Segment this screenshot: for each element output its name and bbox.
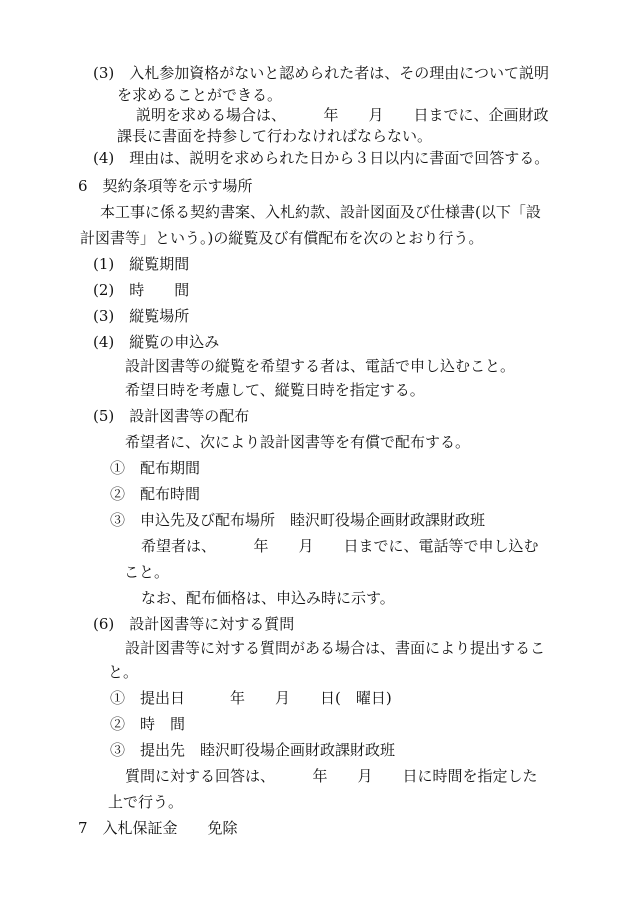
text-line: (3) 入札参加資格がないと認められた者は、その理由について説明 [93,64,549,82]
text-line: 上で行う。 [108,793,184,811]
text-line: こと。 [124,563,170,581]
section-heading: 6 契約条項等を示す場所 [78,177,253,195]
text-line: 希望者は、 年 月 日までに、電話等で申し込む [141,537,539,555]
list-item: (6) 設計図書等に対する質問 [93,615,295,633]
list-item: (4) 縦覧の申込み [93,333,220,351]
list-item: ③ 申込先及び配布場所 睦沢町役場企画財政課財政班 [110,511,486,529]
section-heading: 7 入札保証金 免除 [78,819,238,837]
list-item: ② 時 間 [110,715,186,733]
list-item: ① 提出日 年 月 日( 曜日) [110,689,392,707]
text-line: 設計図書等に対する質問がある場合は、書面により提出するこ [125,639,546,657]
text-line: 本工事に係る契約書案、入札約款、設計図面及び仕様書(以下「設 [100,203,541,221]
list-item: (1) 縦覧期間 [93,255,190,273]
text-line: 課長に書面を持参して行わなければならない。 [117,127,433,145]
text-line: 希望者に、次により設計図書等を有償で配布する。 [125,433,471,451]
list-item: ② 配布時間 [110,485,201,503]
text-line: 説明を求める場合は、 年 月 日までに、企画財政 [136,106,549,124]
text-line: なお、配布価格は、申込み時に示す。 [141,589,395,607]
text-line: を求めることができる。 [117,86,283,104]
text-line: 計図書等」という。)の縦覧及び有償配布を次のとおり行う。 [80,229,484,247]
text-line: 設計図書等の縦覧を希望する者は、電話で申し込むこと。 [125,357,516,375]
list-item: (5) 設計図書等の配布 [93,407,250,425]
list-item: (3) 縦覧場所 [93,307,190,325]
list-item: (2) 時 間 [93,281,190,299]
list-item: ① 配布期間 [110,459,201,477]
text-line: と。 [108,663,139,681]
list-item: ③ 提出先 睦沢町役場企画財政課財政班 [110,741,396,759]
text-line: 希望日時を考慮して、縦覧日時を指定する。 [125,381,425,399]
text-line: (4) 理由は、説明を求められた日から３日以内に書面で回答する。 [93,149,550,167]
text-line: 質問に対する回答は、 年 月 日に時間を指定した [125,767,538,785]
